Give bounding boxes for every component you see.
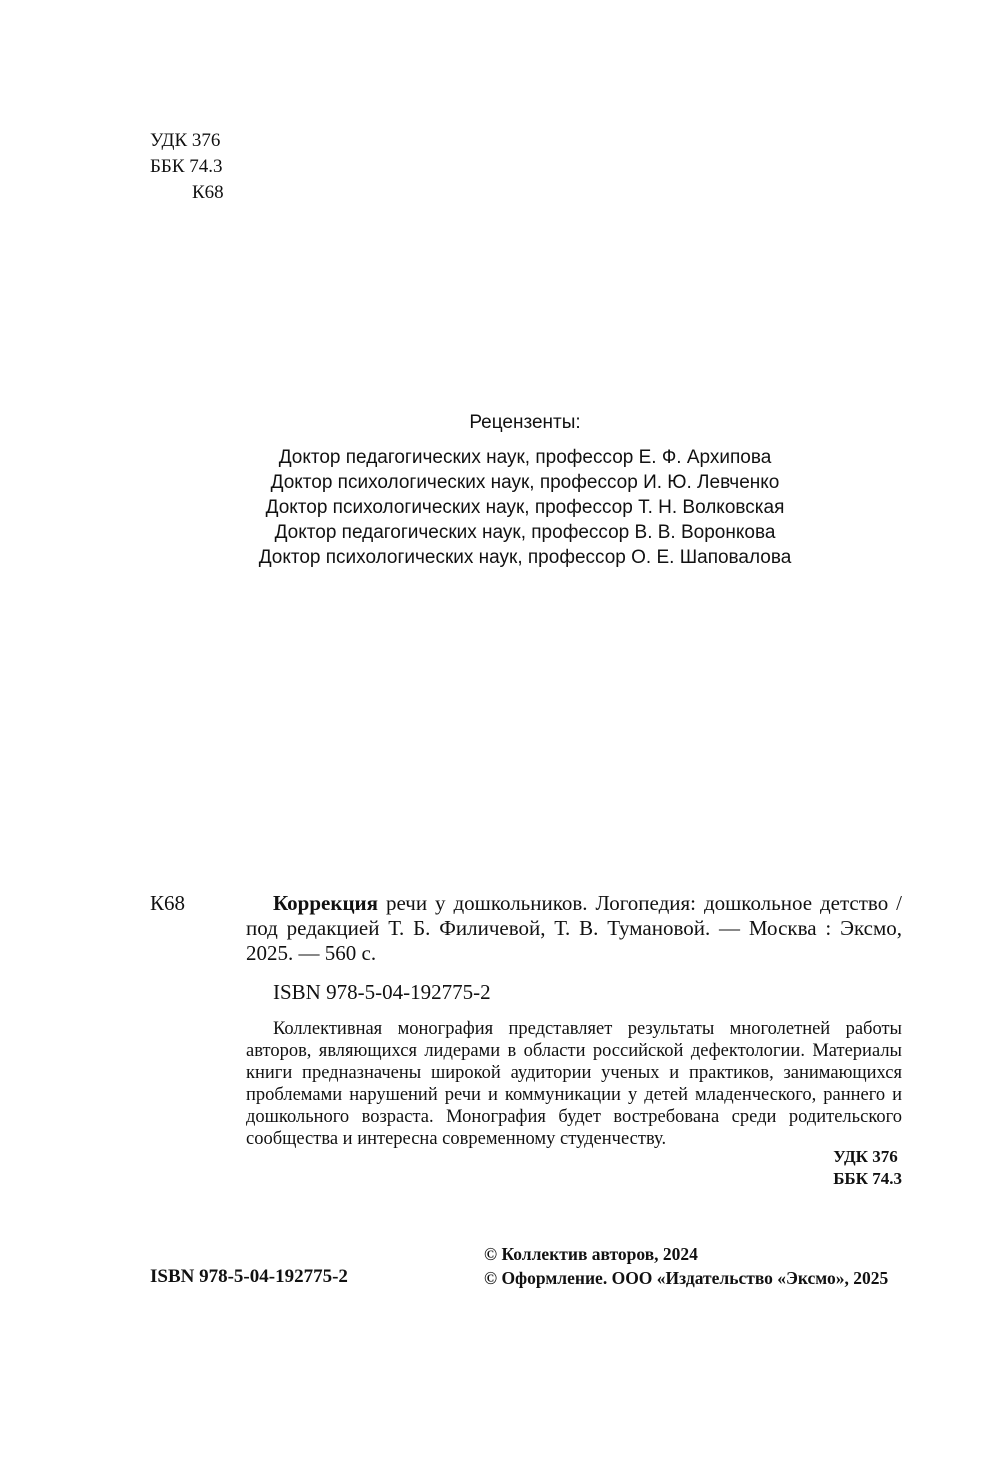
reviewer-line: Доктор психологических наук, профессор И. Ю. Левченко	[270, 472, 780, 493]
author-sign: К68	[192, 182, 224, 203]
reviewers-heading: Рецензенты:	[469, 412, 581, 433]
card-udk-code: УДК 376	[833, 1147, 898, 1166]
copyright-design: © Оформление. ООО «Издательство «Эксмо», 2025	[484, 1268, 889, 1288]
bibliographic-record	[246, 891, 902, 966]
reviewer-line: Доктор психологических наук, профессор О. Е. Шаповалова	[258, 547, 792, 568]
card-isbn: ISBN 978-5-04-192775-2	[273, 980, 491, 1004]
copyright-authors: © Коллектив авторов, 2024	[484, 1244, 698, 1264]
reviewer-line: Доктор психологических наук, профессор Т. Н. Волковская	[265, 497, 785, 518]
bbk-code: ББК 74.3	[150, 156, 223, 177]
reviewer-line: Доктор педагогических наук, профессор Е. Ф. Архипова	[278, 447, 772, 468]
catalog-card-code: К68	[150, 891, 186, 915]
book-title: Коррекция	[273, 891, 379, 915]
copyright-block	[484, 1242, 888, 1290]
footer-isbn: ISBN 978-5-04-192775-2	[150, 1266, 348, 1287]
classification-codes	[150, 128, 224, 206]
annotation-text: Коллективная монография представляет результаты многолетней работы авторов, являющихся лидерами в области российской дефектологии. Материалы книги предназначены широкой аудитории ученых и практиков, занимающихся проблемами нарушений речи и коммуникации у детей младенческого, раннего и дошкольного возраста. Монография будет востребована среди родительского сообщества и интересна современному студенчеству.	[246, 1019, 902, 1149]
udk-code: УДК 376	[150, 130, 221, 151]
card-bbk-code: ББК 74.3	[833, 1169, 902, 1188]
bibliographic-description: речи у дошкольников. Логопедия: дошкольное детство / под редакцией Т. Б. Филичевой, Т. В. Тумановой. — Москва : Эксмо, 2025. — 560 с.	[246, 891, 902, 965]
reviewer-line: Доктор педагогических наук, профессор В. В. Воронкова	[274, 522, 776, 543]
reviewers-block	[200, 410, 850, 570]
card-classification-codes	[833, 1146, 902, 1190]
